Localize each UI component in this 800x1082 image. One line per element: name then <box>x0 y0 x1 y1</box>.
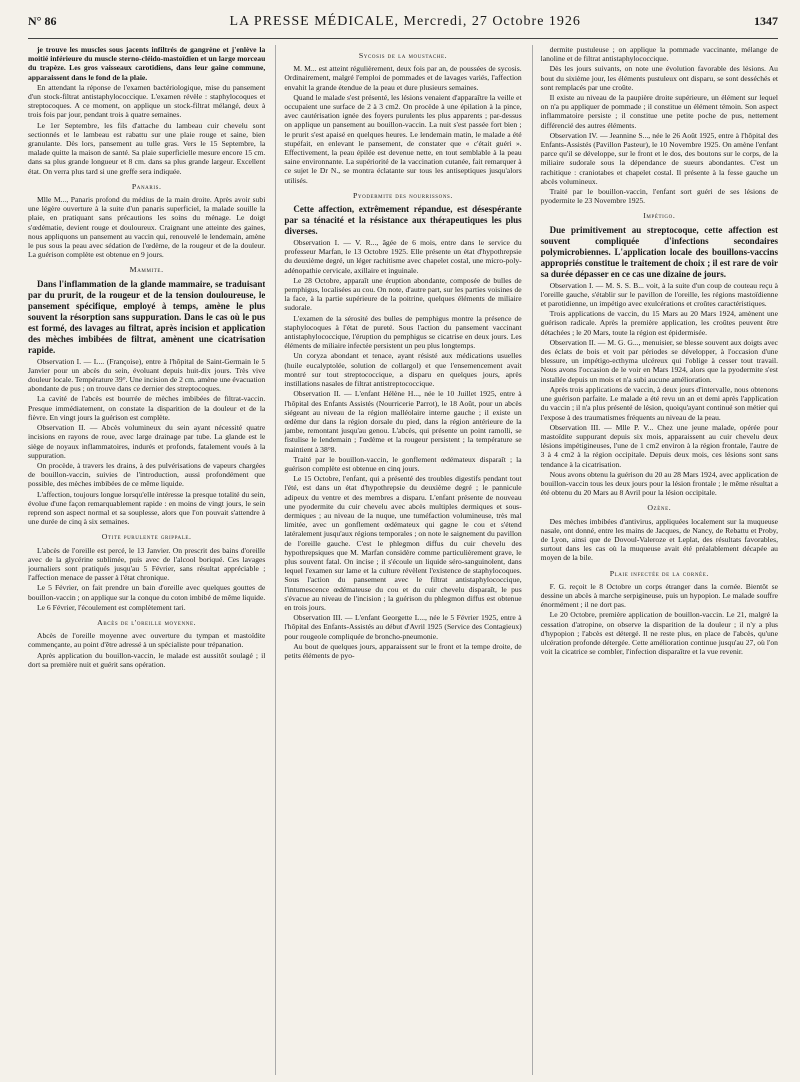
section-heading: Ozène. <box>647 503 672 513</box>
section-heading: Pyodermite des nourrissons. <box>352 190 453 200</box>
paragraph: Mlle M..., Panaris profond du médius de la main droite. Après avoir subi une légère ouverture à la suite d'un panaris superficiel, la malade souille la plaie, en pratiquant sans précautions les soins du ménage. Le doigt s'œdématie, devient rouge et douloureux. Craignant une atteinte des gaines, nous appliquons un pansement au vaccin qui, renouvelé le lendemain, amène le pus sous la peau avec sédation de l'œdème, de la rougeur et de la douleur. La guérison complète est obtenue en 9 jours. <box>28 195 266 260</box>
paragraph: Traité par le bouillon-vaccin, l'enfant sort guéri de ses lésions de pyodermite le 23 Novembre 1925. <box>540 187 778 206</box>
paragraph: Dans l'inflammation de la glande mammaire, se traduisant par du prurit, de la rougeur et de la tension douloureuse, le pansement spécifique, employé à temps, amène le plus souvent la résorption sans suppuration. Dans le cas où le pus est formé, des lavages au filtrat, après incision et application des mèches imbibées de filtrat, amènent une cicatrisation rapide. <box>28 278 266 355</box>
column-1 <box>28 45 265 1075</box>
paragraph: Après application du bouillon-vaccin, le malade est aussitôt soulagé ; il dort sa première nuit et guérit sans opération. <box>28 650 266 669</box>
paragraph: Dès les jours suivants, on note une évolution favorable des lésions. Au bout du sixième jour, les éléments pustuleux ont disparu, se sont desséchés et sont remplacés par une croûte. <box>540 64 778 92</box>
section-heading: Plaie infectée de la cornée. <box>609 568 709 578</box>
paragraph: L'examen de la sérosité des bulles de pemphigus montre la présence de staphylocoques à l'état de pureté. Sous l'action du pansement vaccinant antistaphylococcique, l'éruption du pemphigus se cicatrise en deux jours. Les éléments de miliaire infectée persistent un peu plus longtemps. <box>284 313 522 351</box>
paragraph: L'abcès de l'oreille est percé, le 13 Janvier. On prescrit des bains d'oreille avec de la glycérine sublimée, puis avec de l'alcool boriqué. Ces lavages journaliers sont pratiqués jusqu'au 5 Février, sans résultat appréciable ; l'affection menace de passer à l'état chronique. <box>28 545 266 583</box>
paragraph: Le 6 Février, l'écoulement est complètement tari. <box>37 602 186 612</box>
paragraph: Abcès de l'oreille moyenne avec ouverture du tympan et mastoïdite commençante, au point d'être adressé à un spécialiste pour trépanation. <box>28 631 266 650</box>
paragraph: dermite pustuleuse ; on applique la pommade vaccinante, mélange de lanoline et de filtrat antistaphylococcique. <box>540 45 778 64</box>
paragraph: Observation II. — Abcès volumineux du sein ayant nécessité quatre incisions en rayons de roue, avec large drainage par tube. La glande est le siège de noyaux inflammatoires, indurés et profonds, fatalement voués à la suppuration. <box>28 423 266 460</box>
paragraph: Due primitivement au streptocoque, cette affection est souvent compliquée d'infections secondaires polymicrobiennes. L'application locale des bouillons-vaccins appropriés constitue le traitement de choix ; il est rare de voir sa durée dépasser en ce cas une dizaine de jours. <box>540 224 778 279</box>
page-header <box>28 14 778 39</box>
paragraph: Observation IV. — Jeannine S..., née le 26 Août 1925, entre à l'hôpital des Enfants-Assistés (Pavillon Pasteur), le 10 Novembre 1925. On amène l'enfant parce qu'il se développe, sur le front et le dos, des boutons sur le corps, de la miliaire sudorale sous la dépendance de sueurs abondantes. C'est un rachitique : craniotabes et chapelet costal. Il présente à la fesse gauche un abcès volumineux. <box>540 130 778 186</box>
paragraph: Le 15 Octobre, l'enfant, qui a présenté des troubles digestifs pendant tout l'été, est dans un état d'hypothrepsie du deuxième degré ; le pannicule adipeux du ventre et des membres a disparu. L'enfant présente de nouveau une pyodermite du cuir chevelu avec abcès multiples dermiques et sous-dermiques ; au niveau de la nuque, une tuméfaction volumineuse, très mal limitée, avec un gonflement œdémateux qui gagne le cou et s'étend latéralement jusqu'aux régions temporales ; on note le saignement du pavillon de l'oreille gauche. C'est le phlegmon diffus du cuir chevelu des hypothrepsiques que M. Marfan considère comme particulièrement grave, le plus souvent fatal. On incise ; il s'écoule un liquide séro-sanguinolent, dans lequel l'examen sur lame et la culture révèlent l'existence de staphylocoques. Sous l'action du pansement avec le filtrat antistaphylococcique, l'intumescence œdémateuse du cou et du cuir chevelu disparaît, le pus s'évacue au niveau de l'incision ; la guérison du phlegmon diffus est obtenue en trois jours. <box>284 474 522 612</box>
paragraph: Le 5 Février, on fait prendre un bain d'oreille avec quelques gouttes de bouillon-vaccin ; on applique sur la conque du coton imbibé de même liquide. <box>28 583 266 602</box>
section-heading: Mammite. <box>129 265 164 275</box>
paragraph: Le 1er Septembre, les fils d'attache du lambeau cuir chevelu sont sectionnés et le lambeau est rabattu sur une plaie rouge et saine, bien granulante. Dès lors, pansement au tulle gras. Vers le 15 Septembre, la malade quitte la maison de santé. Sa plaie superficielle mesure encore 15 cm. dans sa plus grande longueur et 8 cm. dans sa plus grande largeur. Excellent état. On verra plus tard si une greffe sera indiquée. <box>28 120 266 176</box>
paragraph: je trouve les muscles sous jacents infiltrés de gangrène et j'enlève la moitié inférieure du muscle sterno-cléido-mastoïdien et un large morceau du trapèze. Les gros vaisseaux carotidiens, dans leur gaine commune, apparaissent dans le fond de la plaie. <box>28 45 266 82</box>
paragraph: Cette affection, extrêmement répandue, est désespérante par sa ténacité et la résistance aux thérapeutiques les plus diverses. <box>284 204 522 237</box>
paragraph: Observation I. — M. S. S. B... voit, à la suite d'un coup de couteau reçu à l'oreille gauche, s'établir sur le pavillon de l'oreille, les régions mastoïdienne et parotidienne, un impétigo avec exulcérations et croûtes caractéristiques. <box>540 280 778 309</box>
paragraph: Observation II. — L'enfant Hélène H..., née le 10 Juillet 1925, entre à l'hôpital des Enfants Assistés (Nourricerie Parrot), le 18 Août, pour un abcès siégeant au niveau de la région malléolaire interne gauche ; il existe un œdème dur dans la région dorsale du pied, dans la région antérieure de la jambe, remontant jusqu'au genou. L'abcès, qui présente un point ramolli, se fistulise le lendemain ; l'œdème et la rougeur persistent ; la température se maintient à 38°8. <box>284 389 522 454</box>
paragraph: Des mèches imbibées d'antivirus, appliquées localement sur la muqueuse nasale, ont donné, entre les mains de Jacques, de Nancy, de Rebattu et Proby, de Lyon, ainsi que de Dovoul-Valeroze et Leplat, des résultats favorables, surtout dans les cas où la muqueuse avait été préalablement décapée au moyen de la bile. <box>540 516 778 563</box>
section-heading: Impétigo. <box>643 211 676 221</box>
page-number: 1347 <box>753 14 778 28</box>
paragraph: Observation III. — L'enfant Georgette L..., née le 5 Février 1925, entre à l'hôpital des Enfants-Assistés au début d'Avril 1925 (Service des Contagieux) pour rougeole compliquée de broncho-pneumonie. <box>284 613 522 641</box>
paragraph: Observation II. — M. G. G..., menuisier, se blesse souvent aux doigts avec des éclats de bois et voit par périodes se développer, à l'occasion d'une blessure, un impétigo-ecthyma ulcéreux qui l'oblige à cesser tout travail. Nous avons l'occasion de le voir en Mars 1924, alors que la pyodermite s'est installée depuis un mois et n'a subi aucune amélioration. <box>540 337 778 384</box>
paragraph: On procède, à travers les drains, à des pulvérisations de vapeurs chargées de bouillon-vaccin, suivies de l'introduction, aussi profondément que possible, des mèches imbibées de ce même liquide. <box>28 460 266 489</box>
paragraph: Quand le malade s'est présenté, les lésions venaient d'apparaître la veille et occupaient une surface de 2 à 3 cm2. On procède à une épilation à la pince, avec cautérisation ignée des foyers purulents les plus apparents ; par-dessus on applique un pansement au bouillon-vaccin. La nuit s'est passée fort bien ; le prurit s'est apaisé en quelques heures. Le lendemain matin, le malade a été stupéfait, en enlevant le pansement, de constater que « c'était guéri ». Effectivement, la peau épilée est devenue nette, en tout semblable à la peau saine environnante. La supériorité de la vaccination cutanée, fait remarquer à ce sujet le Dr N., se montra éclatante sur tous les antiseptiques jusqu'alors utilisés. <box>284 92 522 185</box>
paragraph: Observation I. — L... (Françoise), entre à l'hôpital de Saint-Germain le 5 Janvier pour un abcès du sein, évoluant depuis huit-dix jours. Très vive douleur locale. Température 39°. Une incision de 2 cm. amène une évacuation abondante de pus ; on trouve dans ce dernier des streptocoques. <box>28 356 266 394</box>
section-heading: Panaris. <box>131 181 162 191</box>
paragraph: Traité par le bouillon-vaccin, le gonflement œdémateux disparaît ; la guérison complète est obtenue en cinq jours. <box>284 454 522 473</box>
paragraph: Un coryza abondant et tenace, ayant résisté aux médications usuelles (huile eucalyptolée, solution de collargol) et que l'ensemencement avait montré sur tout streptococcique, a disparu en quelques jours, après instillations nasales de filtrat antistreptococcique. <box>284 351 522 389</box>
paragraph: F. G. reçoit le 8 Octobre un corps étranger dans la cornée. Bientôt se dessine un abcès à marche serpigineuse, puis un hypopion. Le malade souffre énormément ; il ne dort pas. <box>540 581 778 610</box>
section-heading: Abcès de l'oreille moyenne. <box>97 617 197 627</box>
paragraph: L'affection, toujours longue lorsqu'elle intéresse la presque totalité du sein, évolue d'une façon remarquablement rapide : en moins de vingt jours, le sein reprend son aspect normal et sa souplesse, alors que l'on pouvait s'attendre à une durée de cinq à six semaines. <box>28 489 266 527</box>
paragraph: En attendant la réponse de l'examen bactériologique, mise du pansement d'un stock-filtrat antistaphylococcique. L'examen révèle : staphylocoques et streptocoques. A ce moment, on applique un stock-filtrat mélangé, deux à trois fois par jour, pendant trois à quatre semaines. <box>28 82 266 120</box>
paragraph: Il existe au niveau de la paupière droite supérieure, un élément sur lequel on n'a pu appliquer de pommade ; il constitue un élément témoin. Son aspect inflammatoire persiste ; il constitue une petite poche de pus, nettement différencié des autres éléments. <box>540 93 778 130</box>
paragraph: Trois applications de vaccin, du 15 Mars au 20 Mars 1924, amènent une guérison radicale. Après la première application, les croûtes peuvent être détachées ; le 20 Mars, toute la région est épidermisée. <box>540 309 778 337</box>
article-columns <box>28 45 778 1075</box>
paragraph: M. M... est atteint régulièrement, deux fois par an, de poussées de sycosis. Ordinairement, malgré l'emploi de pommades et de lavages variés, l'affection envahit la grande étendue de la peau et dure plusieurs semaines. <box>284 64 522 92</box>
publication-title: LA PRESSE MÉDICALE, Mercredi, 27 Octobre 1926 <box>229 14 581 29</box>
column-2 <box>275 45 521 1075</box>
paragraph: Observation I. — V. R..., âgée de 6 mois, entre dans le service du professeur Marfan, le 13 Octobre 1925. Elle présente un état d'hypothrepsie du deuxième degré, un léger rachitisme avec chapelet costal, une micro-poly-adénopathie cervicale, axillaire et inguinale. <box>284 238 522 275</box>
paragraph: Observation III. — Mlle P. V... Chez une jeune malade, opérée pour mastoïdite suppurant depuis six mois, apparaissent au cuir chevelu deux lésions impétigineuses, l'une de 1 cm2 environ à la région frontale, l'autre de 3 à 4 cm2 à la région occipitale. Depuis deux mois, ces lésions sont sans tendance à la cicatrisation. <box>540 422 778 469</box>
issue-number: N° 86 <box>28 14 57 28</box>
section-heading: Sycosis de la moustache. <box>358 51 448 60</box>
paragraph: Nous avons obtenu la guérison du 20 au 28 Mars 1924, avec application de bouillon-vaccin tous les deux jours pour la lésion frontale ; le même résultat a été obtenu du 20 Mars au 8 Avril pour la lésion occipitale. <box>540 469 778 498</box>
paragraph: Le 28 Octobre, apparaît une éruption abondante, composée de bulles de pemphigus, localisées au cou. On note, d'autre part, sur les parties voisines de la face, à la partie supérieure de la poitrine, quelques éléments de miliaire sudorale. <box>284 275 522 313</box>
paragraph: Au bout de quelques jours, apparaissent sur le front et la tempe droite, de petits éléments de pyo- <box>284 641 522 660</box>
paragraph: Après trois applications de vaccin, à deux jours d'intervalle, nous obtenons une guérison parfaite. Le malade a été revu un an et demi après l'application du vaccin ; il n'a plus présenté de lésion, quoiqu'ayant continué son métier qui l'expose à des traumatismes fréquents au niveau de la peau. <box>540 384 778 422</box>
column-3 <box>532 45 778 1075</box>
paragraph: Le 20 Octobre, première application de bouillon-vaccin. Le 21, malgré la cessation d'atropine, on observe la disparition de la douleur ; il n'y a plus d'hypopion ; l'abcès est détergé. Il ne reste plus, en place de l'abcès, qu'une ulcération profonde détergée. Cette amélioration continue jusqu'au 27, où l'on voit la cicatrice se combler, l'infection disparaître et la vue revenir. <box>540 610 778 657</box>
section-heading: Otite purulente grippale. <box>101 532 192 542</box>
paragraph: La cavité de l'abcès est bourrée de mèches imbibées de filtrat-vaccin. Presque immédiatement, on constate la disparition de la douleur et de la fièvre. En vingt jours la guérison est complète. <box>28 394 266 422</box>
